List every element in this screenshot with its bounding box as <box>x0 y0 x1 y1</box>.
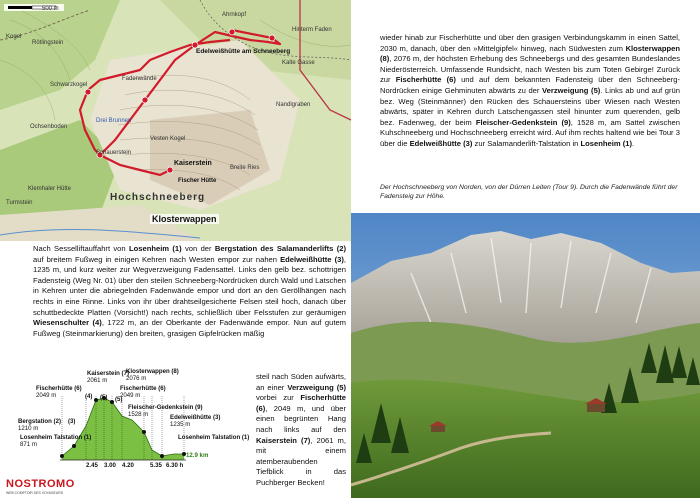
profile-km-tick: 3.00 <box>104 462 116 469</box>
profile-label <box>68 418 75 425</box>
text-bottom <box>33 244 346 339</box>
text-run: und auf dem bekannten Fadensteig über den Schneeberg-Nordrücken einige Gehminuten abwärts zu der <box>380 75 680 95</box>
nostromo-logo <box>6 474 76 498</box>
text-bold: Losenheim (1) <box>128 244 182 253</box>
profile-km-tick: 6.30 h <box>166 462 184 469</box>
map-label-schauerstein: Schauerstein <box>96 150 132 156</box>
profile-label <box>36 385 82 399</box>
map-label-vesten-kogel: Vesten Kogel <box>150 136 186 142</box>
logo-name: NOSTROMO <box>6 478 75 490</box>
text-run: , 1235 m, und kurz weiter zur Wegverzweigung Fadensattel. Links den gelb bez. schottrigen Fadensteig (Weg Nr. 01) über den steilen Schneeberg-Nordrücken durch Wald und Latschen in Kehren unter die abriegelnden Fadenwände empor und dort an den Geröllhängen nach rechts in eine Rinne. Links von ihr über drahtseilgesicherte Felsen steil hoch, danach über schuttbedeckte Platten (Vorsicht!) nach rechts, schließlich über Felsstufen zur geräumigen <box>33 254 346 317</box>
map-label-kogel: Kogel <box>6 34 22 40</box>
profile-km-tick: 2.45 <box>86 462 98 469</box>
profile-label-alt: 2049 m <box>36 392 57 399</box>
text-bold: Edelweißhütte (3) <box>409 138 473 148</box>
text-run: zur Salamanderlift-Talstation in <box>472 138 581 148</box>
map-graphic <box>0 0 351 241</box>
mountain-photo <box>351 213 700 498</box>
profile-label-alt: 2061 m <box>87 377 108 384</box>
profile-badge: (5) <box>115 396 123 403</box>
text-run: , 2061 m, mit einem atemberaubenden Tiefblick in das Puchberger Becken! <box>256 435 346 487</box>
map-scale-label: 500 m <box>42 6 59 12</box>
map-label-ochsenboden: Ochsenboden <box>30 124 68 130</box>
profile-label <box>120 385 166 399</box>
map-label-ahrnkopf: Ahrnkopf <box>222 12 247 18</box>
profile-badge: (5) <box>100 394 108 401</box>
text-run: , 2049 m, und über einen begrünten Hang nach links auf den <box>256 403 346 434</box>
map-label-hochschneeberg: Hochschneeberg <box>110 192 206 203</box>
text-bold: Fleischer-Gedenkstein (9) <box>475 117 571 127</box>
profile-label <box>170 414 220 428</box>
text-right-col <box>256 372 346 489</box>
profile-label-name: Fleischer-Gedenkstein (9) <box>128 404 203 411</box>
profile-label-alt: 1528 m <box>128 411 149 418</box>
profile-label-alt: 871 m <box>20 441 37 448</box>
text-run: , 1528 m, am Sattel zwischen Kuhschneeberg und Hochschneeberg erreicht wird. Auf ihm rechts haltend wie bei Tour 3 über die <box>380 117 680 148</box>
logo-subtitle: WEB COMPTOIR DES VOYAGEURS <box>6 491 63 495</box>
profile-label-name: Losenheim Talstation (1) <box>20 434 92 441</box>
map-label-drei-brunnen: Drei Brunnen <box>96 118 132 124</box>
photo-caption: Der Hochschneeberg von Norden, von der Dürren Leiten (Tour 9). Durch die Fadenwände führt der Fadensteig zur Höhe. <box>380 184 678 201</box>
profile-label-name: Bergstation (2) <box>18 418 61 425</box>
text-run: , 2076 m, der höchsten Erhebung des Schneebergs und des gesamten Bundeslandes Niederösterreich. Umfassende Rundsicht, nach Westen bis zum Toten Gebirge! Zurück zur <box>380 54 680 85</box>
profile-label-name: Klosterwappen (8) <box>126 368 179 375</box>
text-bold: Verzweigung (5) <box>287 382 346 392</box>
text-run: auf breitem Fußweg in einigen Kehren nach Westen empor zur nahen <box>33 254 281 264</box>
profile-label-name: (3) <box>68 418 76 425</box>
profile-label-name: Edelweißhütte (3) <box>170 414 221 421</box>
profile-label-name: Fischerhütte (6) <box>120 385 166 392</box>
profile-label <box>87 370 129 384</box>
profile-km-tick: 4.20 <box>122 462 134 469</box>
text-bold: Wiesenschulter (4) <box>33 318 102 328</box>
profile-label <box>178 434 249 441</box>
profile-km-tick: 5.35 <box>150 462 162 469</box>
profile-label <box>18 418 61 432</box>
map-label-kaiserstein: Kaiserstein <box>174 160 212 167</box>
text-bold: Bergstation des Salamanderlifts (2) <box>214 244 346 253</box>
text-bold: Fischerhütte (6) <box>256 393 346 413</box>
map-label-edelweisshuette: Edelweißhütte am Schneeberg <box>196 48 291 55</box>
text-bold: Edelweißhütte (3) <box>280 254 344 264</box>
profile-total-distance: 12.9 km <box>186 452 209 459</box>
profile-label-name: Kaiserstein (7) <box>87 370 129 377</box>
map-label-fischer-huette: Fischer Hütte <box>178 178 217 184</box>
profile-label-alt: 2049 m <box>120 392 141 399</box>
map-label-hinterm-faden: Hinterm Faden <box>292 27 332 33</box>
map-label-klosterwappen: Klosterwappen <box>152 214 217 224</box>
map-label-klemhaler-huette: Klemhaler Hütte <box>28 186 72 192</box>
map-label-nandlgraben: Nandlgraben <box>276 102 311 108</box>
text-bold: Losenheim (1) <box>580 138 632 148</box>
text-run: . Links ab und auf grün bez. Weg (Steinmänner) den Rücken des Schauersteins über Wiesen nach Westen abwärts, später in Kehren durch Latschengassen steil hinunter zum querenden, gelb bez. Fadenweg, der beim <box>380 85 680 127</box>
text-bold: Klosterwappen (8) <box>380 43 680 64</box>
profile-label <box>126 368 179 382</box>
profile-label-alt: 2076 m <box>126 375 147 382</box>
map-label-breite-ries: Breite Ries <box>230 165 260 171</box>
profile-label <box>20 434 91 448</box>
profile-label-alt: 1235 m <box>170 421 191 428</box>
map-label-turmstein: Turmstein <box>6 200 33 206</box>
map-label-kalte-gasse: Kalte Gasse <box>282 60 315 66</box>
text-bold: Kaiserstein (7) <box>256 435 311 445</box>
profile-label-name: Fischerhütte (6) <box>36 385 82 392</box>
map-label-schwarzkogel: Schwarzkogel <box>50 82 88 88</box>
text-run: von der <box>181 244 215 253</box>
text-run: vorbei zur <box>256 393 301 403</box>
text-run: , 1722 m, an der Oberkante der Fadenwände empor. Nun auf gutem Fußweg (Steinmarkierung) den breiten, grasigen Gipfelrücken mäßig <box>33 318 346 338</box>
text-run: Nach Sesselliftauffahrt von <box>33 244 129 253</box>
profile-badge: (4) <box>85 393 93 400</box>
route-map <box>0 0 351 241</box>
profile-label-alt: 1210 m <box>18 425 39 432</box>
text-run: steil nach Süden aufwärts, an einer <box>256 372 346 392</box>
text-run: . <box>631 138 635 148</box>
text-run: wieder hinab zur Fischerhütte und über den grasigen Verbindungskamm in einen Sattel, 2030 m, danach, über den »Mittelgipfel« hinweg, nach Südwesten zum <box>380 33 680 53</box>
text-top <box>380 33 680 150</box>
text-bold: Fischerhütte (6) <box>395 75 456 85</box>
map-label-roetlingstein: Rötlingstein <box>32 40 64 46</box>
profile-label-name: Losenheim Talstation (1) <box>178 434 250 441</box>
map-label-fadenwaende: Fadenwände <box>122 76 157 82</box>
text-bold: Verzweigung (5) <box>542 85 601 95</box>
photo-graphic <box>351 213 700 498</box>
